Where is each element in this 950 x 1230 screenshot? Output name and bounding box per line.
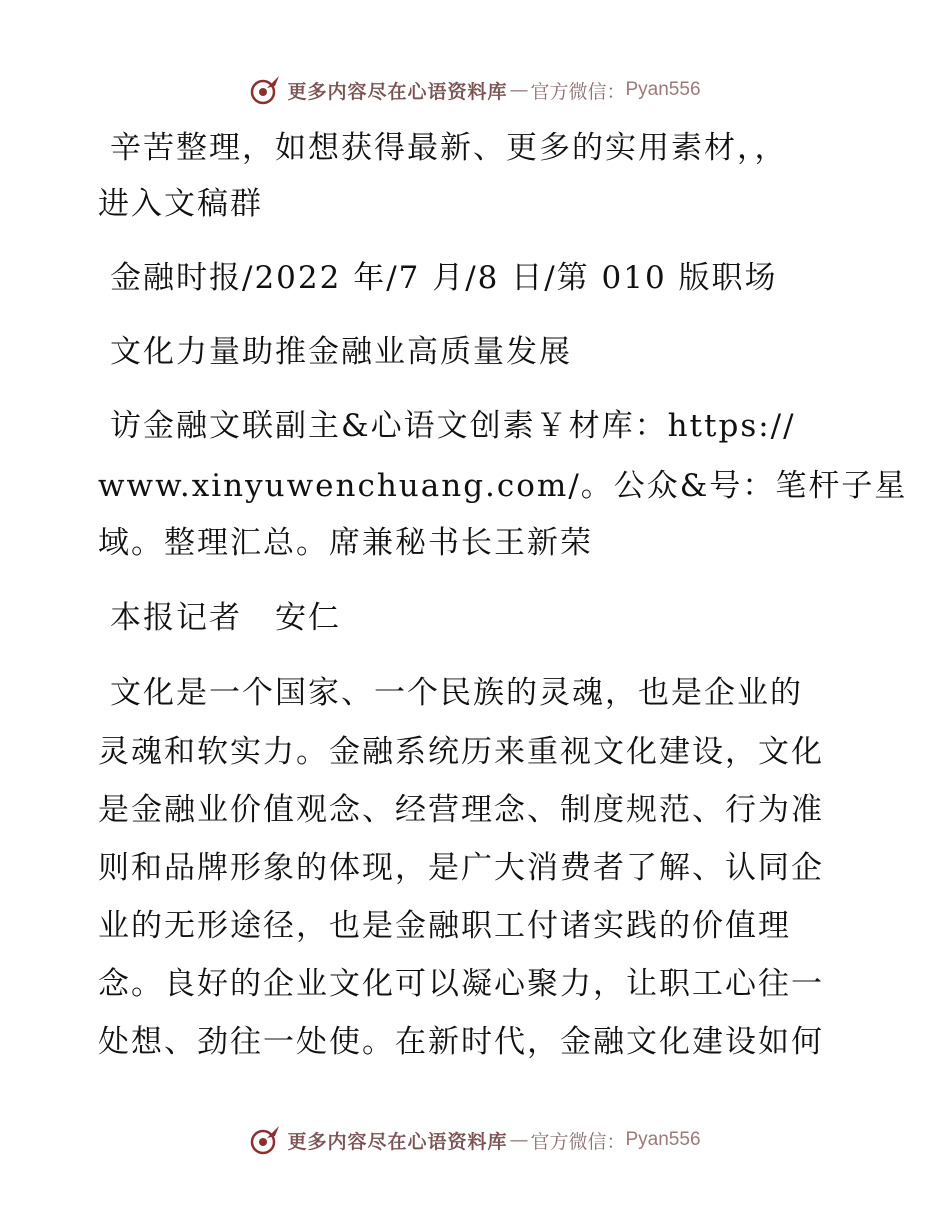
watermark-site-name: 更多内容尽在心语资料库 [287, 1130, 508, 1153]
watermark-account-id: Pyan556 [625, 79, 701, 100]
footer-watermark [0, 1120, 950, 1160]
watermark-dash: — [509, 79, 529, 101]
intro-line-1: 辛苦整理，如想获得最新、更多的实用素材，， [110, 130, 788, 166]
subtitle-line-2: www.xinyuwenchuang.com/。公众&号：笔杆子星 [98, 468, 908, 504]
intro-line-2: 进入文稿群 [98, 186, 263, 222]
watermark-account-id: Pyan556 [625, 1129, 701, 1150]
subtitle-line-3: 域。整理汇总。席兼秘书长王新荣 [98, 525, 593, 561]
body-line-7: 处想、劲往一处使。在新时代，金融文化建设如何 [98, 1024, 824, 1060]
article-title: 文化力量助推金融业高质量发展 [110, 334, 572, 370]
watermark-account-label: 官方微信： [530, 80, 626, 103]
quill-circle-icon [249, 1124, 281, 1156]
watermark-dash: — [509, 1129, 529, 1151]
body-line-5: 业的无形途径，也是金融职工付诸实践的价值理 [98, 908, 791, 944]
byline: 本报记者 安仁 [110, 600, 341, 636]
watermark-account-label: 官方微信： [530, 1130, 626, 1153]
watermark-site-name: 更多内容尽在心语资料库 [287, 80, 508, 103]
publication-info: 金融时报/2022 年/7 月/8 日/第 010 版职场 [110, 260, 778, 296]
body-line-3: 是金融业价值观念、经营理念、制度规范、行为准 [98, 792, 824, 828]
quill-circle-icon [249, 74, 281, 106]
body-line-4: 则和品牌形象的体现，是广大消费者了解、认同企 [98, 850, 824, 886]
body-line-2: 灵魂和软实力。金融系统历来重视文化建设，文化 [98, 734, 824, 770]
body-line-1: 文化是一个国家、一个民族的灵魂，也是企业的 [110, 675, 803, 711]
subtitle-line-1: 访金融文联副主&心语文创素￥材库：https:// [110, 408, 796, 444]
body-line-6: 念。良好的企业文化可以凝心聚力，让职工心往一 [98, 966, 824, 1002]
header-watermark [0, 70, 950, 110]
